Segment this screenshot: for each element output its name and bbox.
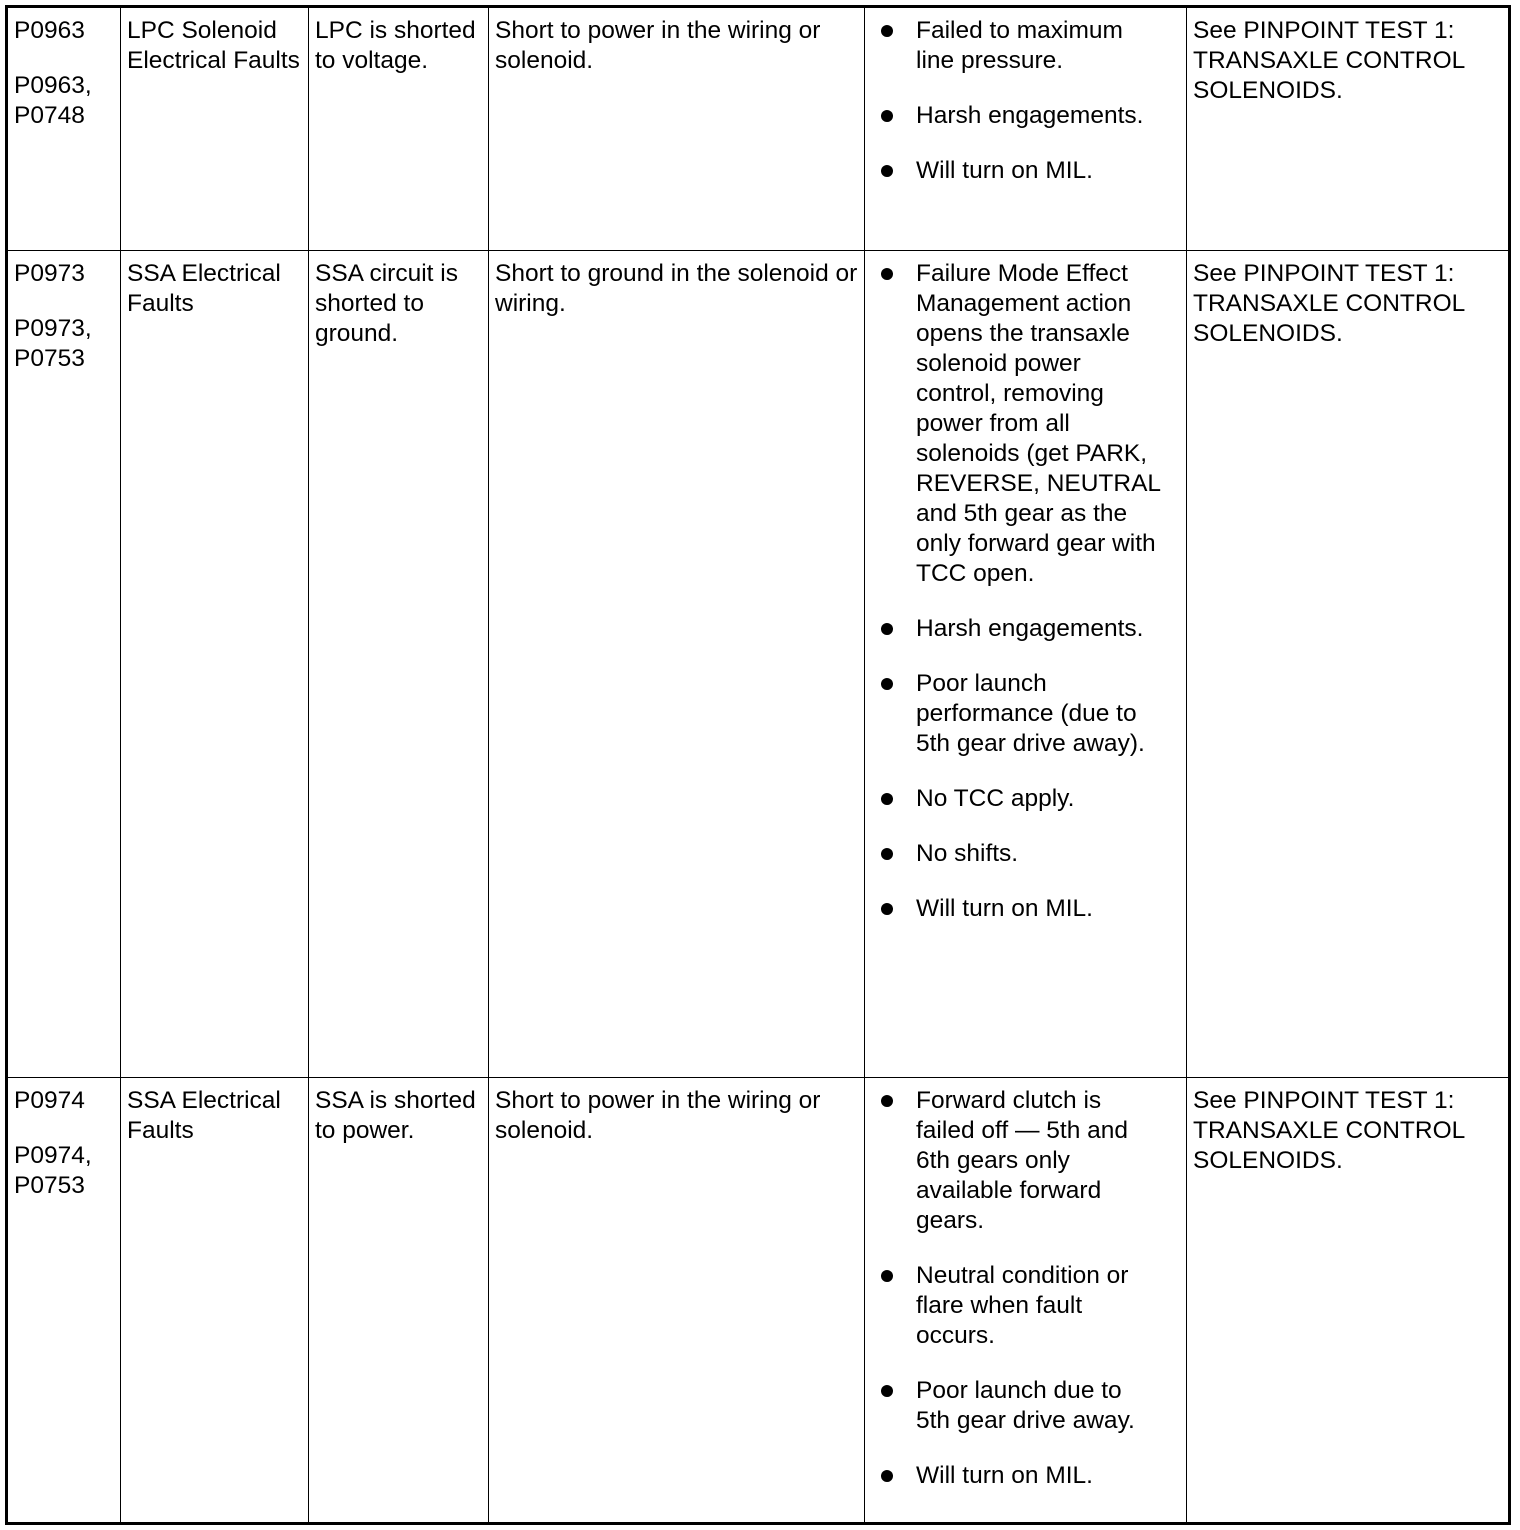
bullet-icon <box>881 110 893 122</box>
list-item <box>916 894 1182 924</box>
list-item <box>916 669 1182 759</box>
dtc-table <box>5 5 1511 1525</box>
condition-cell: SSA is shorted to power. <box>309 1078 489 1524</box>
bullet-icon <box>881 903 893 915</box>
effect-text: No TCC apply. <box>916 785 1075 812</box>
effect-text: Will turn on MIL. <box>916 157 1093 184</box>
table-row <box>7 1078 1510 1524</box>
condition-cell: LPC is shorted to voltage. <box>309 7 489 251</box>
bullet-icon <box>881 1385 893 1397</box>
list-item <box>916 839 1182 869</box>
bullet-icon <box>881 1270 893 1282</box>
bullet-icon <box>881 1470 893 1482</box>
condition-cell: SSA circuit is shorted to ground. <box>309 251 489 1078</box>
dtc-code-cell <box>7 1078 121 1524</box>
effects-cell <box>865 251 1187 1078</box>
list-item <box>916 1261 1182 1351</box>
dtc-code: P0963 <box>14 17 85 44</box>
effect-text: Forward clutch is failed off — 5th and 6th gears only available forward gears. <box>916 1087 1129 1234</box>
dtc-code: P0974 <box>14 1087 85 1114</box>
cause-cell: Short to power in the wiring or solenoid. <box>489 7 865 251</box>
bullet-icon <box>881 793 893 805</box>
list-item <box>916 614 1182 644</box>
effect-text: Poor launch performance (due to 5th gear drive away). <box>916 670 1145 757</box>
table-row <box>7 7 1510 251</box>
effects-list <box>871 16 1182 186</box>
dtc-code-cell <box>7 7 121 251</box>
effect-text: Will turn on MIL. <box>916 1462 1093 1489</box>
effects-cell <box>865 7 1187 251</box>
cause-cell: Short to power in the wiring or solenoid. <box>489 1078 865 1524</box>
action-cell: See PINPOINT TEST 1: TRANSAXLE CONTROL SOLENOIDS. <box>1187 1078 1510 1524</box>
effect-text: Harsh engagements. <box>916 615 1144 642</box>
effects-cell <box>865 1078 1187 1524</box>
effect-text: Poor launch due to 5th gear drive away. <box>916 1377 1135 1434</box>
bullet-icon <box>881 1095 893 1107</box>
effect-text: Neutral condition or flare when fault occurs. <box>916 1262 1129 1349</box>
description-cell: SSA Electrical Faults <box>121 251 309 1078</box>
list-item <box>916 101 1182 131</box>
list-item <box>916 1086 1182 1236</box>
description-cell: LPC Solenoid Electrical Faults <box>121 7 309 251</box>
list-item <box>916 784 1182 814</box>
effect-text: Failed to maximum line pressure. <box>916 17 1123 74</box>
bullet-icon <box>881 678 893 690</box>
bullet-icon <box>881 623 893 635</box>
effect-text: Harsh engagements. <box>916 102 1144 129</box>
table-row <box>7 251 1510 1078</box>
list-item <box>916 16 1182 76</box>
bullet-icon <box>881 268 893 280</box>
effect-text: Will turn on MIL. <box>916 895 1093 922</box>
description-cell: SSA Electrical Faults <box>121 1078 309 1524</box>
list-item <box>916 1376 1182 1436</box>
effects-list <box>871 259 1182 924</box>
dtc-code: P0973 <box>14 260 85 287</box>
bullet-icon <box>881 25 893 37</box>
bullet-icon <box>881 848 893 860</box>
effect-text: No shifts. <box>916 840 1019 867</box>
effects-list <box>871 1086 1182 1491</box>
action-cell: See PINPOINT TEST 1: TRANSAXLE CONTROL SOLENOIDS. <box>1187 7 1510 251</box>
cause-cell: Short to ground in the solenoid or wiring. <box>489 251 865 1078</box>
dtc-code-combo: P0974, P0753 <box>14 1142 92 1199</box>
dtc-code-combo: P0973, P0753 <box>14 315 92 372</box>
list-item <box>916 1461 1182 1491</box>
dtc-code-combo: P0963, P0748 <box>14 72 92 129</box>
bullet-icon <box>881 165 893 177</box>
list-item <box>916 156 1182 186</box>
dtc-code-cell <box>7 251 121 1078</box>
list-item <box>916 259 1182 589</box>
action-cell: See PINPOINT TEST 1: TRANSAXLE CONTROL SOLENOIDS. <box>1187 251 1510 1078</box>
effect-text: Failure Mode Effect Management action opens the transaxle solenoid power control, removing power from all solenoids (get PARK, REVERSE, NEUTRAL and 5th gear as the only forward gear with TCC open. <box>916 260 1161 587</box>
